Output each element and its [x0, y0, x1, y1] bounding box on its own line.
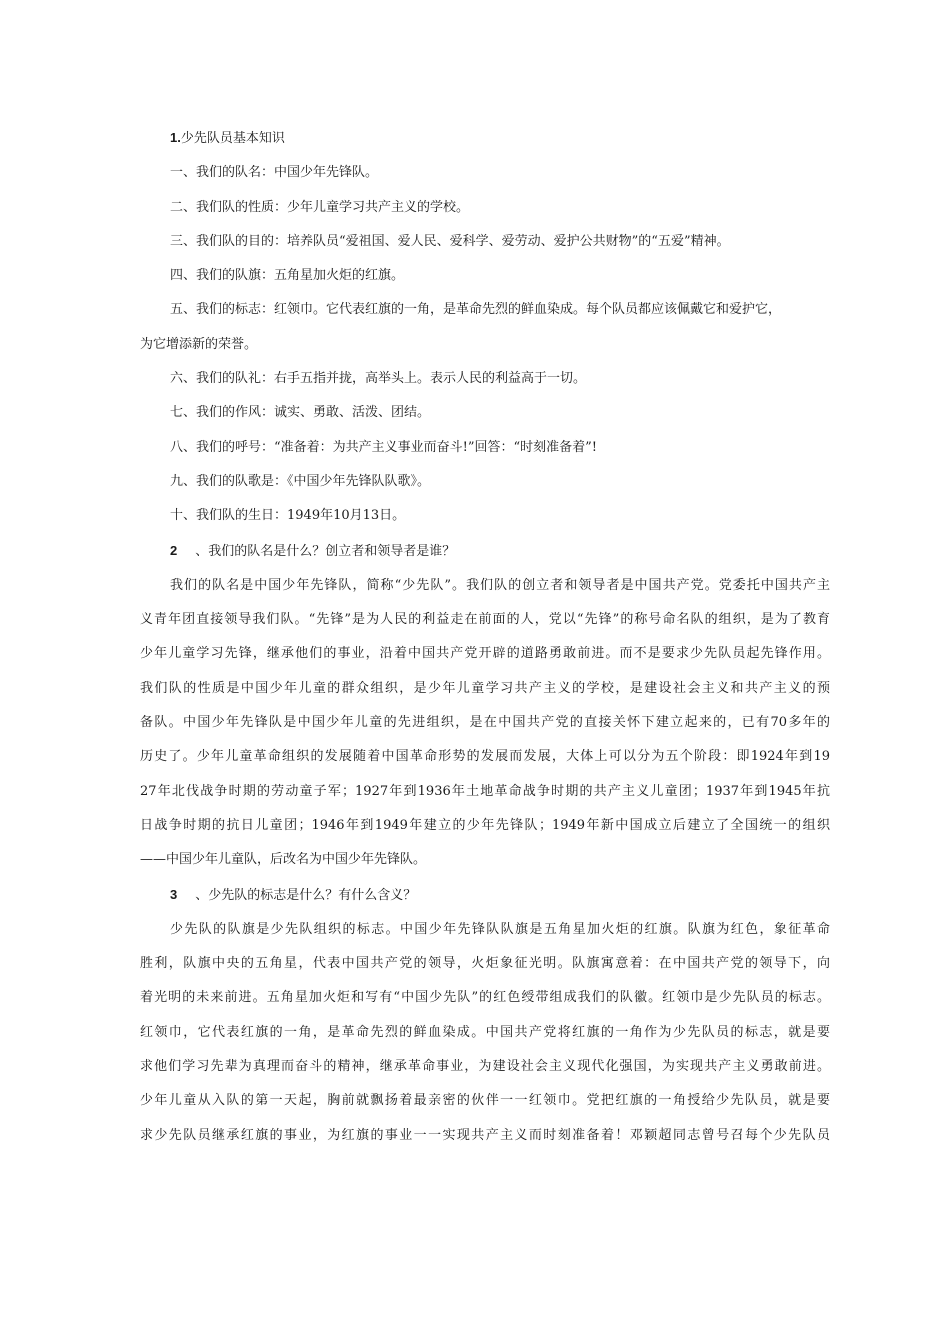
section-1-number: 1. — [170, 130, 181, 145]
paragraph-line: 27年北伐战争时期的劳动童子军；1927年到1936年土地革命战争时期的共产主义儿童团；1937年到1945年抗 — [140, 783, 830, 799]
document-body — [140, 121, 830, 1153]
section-2-number: 2 — [170, 542, 178, 558]
knowledge-item-1: 一、我们的队名：中国少年先锋队。 — [170, 165, 379, 181]
paragraph-line: 我们的队名是中国少年先锋队，简称“少先队”。我们队的创立者和领导者是中国共产党。党委托中国共产主 — [170, 577, 830, 593]
section-1-title — [140, 121, 830, 156]
paragraph-line: 求少先队员继承红旗的事业，为红旗的事业一一实现共产主义而时刻准备着！邓颖超同志曾号召每个少先队员 — [140, 1127, 830, 1143]
paragraph-line: 历史了。少年儿童革命组织的发展随着中国革命形势的发展而发展，大体上可以分为五个阶段：即1924年到19 — [140, 749, 830, 765]
section-1-title-text: 少先队员基本知识 — [180, 131, 285, 146]
paragraph-line: 胜利，队旗中央的五角星，代表中国共产党的领导，火炬象征光明。队旗寓意着：在中国共产党的领导下，向 — [140, 956, 830, 972]
section-3-heading — [140, 878, 830, 913]
knowledge-item-5-continued: 为它增添新的荣誉。 — [140, 336, 258, 352]
paragraph-line: 义青年团直接领导我们队。“先锋”是为人民的利益走在前面的人，党以“先锋”的称号命名队的组织，是为了教育 — [140, 612, 830, 628]
knowledge-item-2: 二、我们队的性质：少年儿童学习共产主义的学校。 — [170, 199, 470, 215]
section-3-heading-text: 、少先队的标志是什么？有什么含义？ — [195, 887, 417, 903]
section-3-number: 3 — [170, 886, 178, 902]
knowledge-item-4: 四、我们的队旗：五角星加火炬的红旗。 — [170, 268, 405, 284]
section-2-heading-text: 、我们的队名是什么？创立者和领导者是谁？ — [195, 543, 456, 559]
knowledge-item-6: 六、我们的队礼：右手五指并拢，高举头上。表示人民的利益高于一切。 — [170, 371, 587, 387]
paragraph-line: 少年儿童从入队的第一天起，胸前就飘扬着最亲密的伙伴一一红领巾。党把红旗的一角授给少先队员，就是要 — [140, 1093, 830, 1109]
knowledge-item-8: 八、我们的呼号：“准备着：为共产主义事业而奋斗!”回答：“时刻准备着”! — [170, 439, 598, 455]
section-2-paragraph — [140, 569, 830, 878]
paragraph-line: 少先队的队旗是少先队组织的标志。中国少年先锋队队旗是五角星加火炬的红旗。队旗为红色，象征革命 — [170, 921, 830, 937]
knowledge-item-9: 九、我们的队歌是：《中国少年先锋队队歌》。 — [170, 473, 431, 489]
section-2-heading — [140, 534, 830, 569]
knowledge-item-3: 三、我们队的目的：培养队员“爱祖国、爱人民、爱科学、爱劳动、爱护公共财物”的“五爱”精神。 — [170, 233, 730, 249]
paragraph-line: 少年儿童学习先锋，继承他们的事业，沿着中国共产党开辟的道路勇敢前进。而不是要求少先队员起先锋作用。 — [140, 646, 830, 662]
paragraph-line: 我们队的性质是中国少年儿童的群众组织，是少年儿童学习共产主义的学校，是建设社会主义和共产主义的预 — [140, 680, 830, 696]
knowledge-item-10: 十、我们队的生日：1949年10月13日。 — [170, 508, 406, 524]
paragraph-line: 红领巾，它代表红旗的一角，是革命先烈的鲜血染成。中国共产党将红旗的一角作为少先队员的标志，就是要 — [140, 1024, 830, 1040]
paragraph-line: 求他们学习先辈为真理而奋斗的精神，继承革命事业，为建设社会主义现代化强国，为实现共产主义勇敢前进。 — [140, 1059, 830, 1075]
section-3-paragraph — [140, 913, 830, 1153]
knowledge-item-5: 五、我们的标志：红领巾。它代表红旗的一角，是革命先烈的鲜血染成。每个队员都应该佩戴它和爱护它， — [170, 302, 782, 318]
paragraph-line: 着光明的未来前进。五角星加火炬和写有“中国少先队”的红色绶带组成我们的队徽。红领巾是少先队员的标志。 — [140, 990, 830, 1006]
paragraph-line: ——中国少年儿童队，后改名为中国少年先锋队。 — [140, 852, 427, 868]
knowledge-item-7: 七、我们的作风：诚实、勇敢、活泼、团结。 — [170, 405, 431, 421]
paragraph-line: 备队。中国少年先锋队是中国少年儿童的先进组织，是在中国共产党的直接关怀下建立起来的，已有70多年的 — [140, 715, 830, 731]
paragraph-line: 日战争时期的抗日儿童团；1946年到1949年建立的少年先锋队；1949年新中国成立后建立了全国统一的组织 — [140, 817, 830, 833]
